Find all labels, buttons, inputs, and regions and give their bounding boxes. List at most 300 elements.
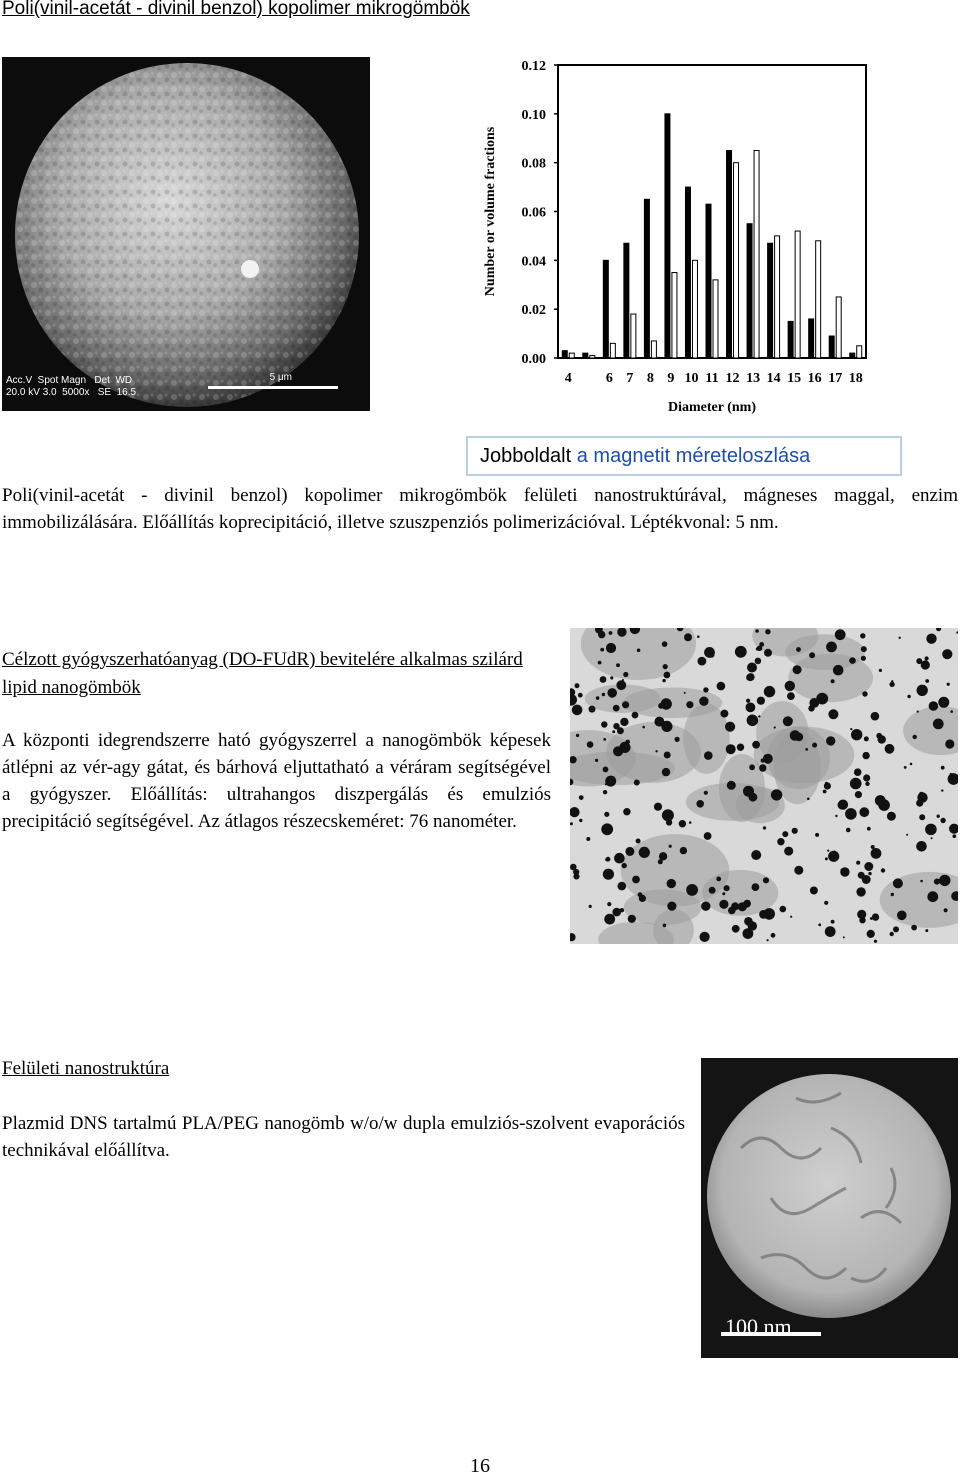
tem-nanoparticle-dot bbox=[906, 834, 908, 836]
tem-nanoparticle-dot bbox=[622, 863, 627, 868]
tem-nanoparticle-dot bbox=[874, 940, 877, 943]
tem-nanoparticle-dot bbox=[890, 932, 894, 936]
tem-nanoparticle-dot bbox=[790, 730, 801, 741]
tem-nanoparticle-dot bbox=[856, 887, 865, 896]
tem-nanoparticle-dot bbox=[606, 643, 616, 653]
tem-nanoparticle-dot bbox=[763, 908, 775, 920]
tem-nanoparticle-dot bbox=[623, 808, 630, 815]
page-number: 16 bbox=[470, 1455, 490, 1477]
tem-nanoparticle-dot bbox=[679, 820, 686, 827]
tem-nanoparticle-dot bbox=[662, 768, 670, 776]
section2-heading: Célzott gyógyszerhatóanyag (DO-FUdR) bevitelére alkalmas szilárd lipid nanogömbök bbox=[2, 649, 523, 698]
tem-graphic bbox=[570, 628, 958, 944]
tem-nanoparticle-dot bbox=[704, 791, 708, 795]
tem-nanoparticle-dot bbox=[793, 665, 802, 674]
chart-caption-box bbox=[466, 436, 902, 476]
section3-heading: Felületi nanostruktúra bbox=[2, 1058, 170, 1079]
tem-nanoparticle-dot bbox=[831, 679, 835, 683]
tem-nanoparticle-dot bbox=[758, 715, 760, 717]
tem-nanoparticle-dot bbox=[934, 879, 940, 885]
tem-nanoparticle-dot bbox=[849, 657, 856, 664]
tem-nanoparticle-dot bbox=[936, 628, 941, 631]
tem-nanoparticle-dot bbox=[925, 679, 929, 683]
x-tick-label: 17 bbox=[828, 371, 843, 386]
tem-nanoparticle-dot bbox=[887, 812, 896, 821]
x-tick-label: 12 bbox=[725, 371, 740, 386]
bar-volume-fraction bbox=[569, 353, 574, 358]
tem-nanoparticle-dot bbox=[917, 792, 927, 802]
bar-number-fraction bbox=[603, 260, 608, 358]
tem-nanoparticle-dot bbox=[790, 916, 792, 918]
tem-nanoparticle-dot bbox=[810, 887, 818, 895]
tem-nanoparticle-dot bbox=[634, 780, 640, 786]
tem-nanoparticle-dot bbox=[603, 869, 614, 880]
tem-nanoparticle-dot bbox=[684, 692, 686, 694]
tem-nanoparticle-dot bbox=[658, 703, 664, 709]
x-tick-label: 18 bbox=[848, 371, 863, 386]
tem-nanoparticle-dot bbox=[609, 631, 613, 635]
tem-nanoparticle-dot bbox=[663, 924, 667, 928]
tem-nanoparticle-dot bbox=[870, 917, 873, 920]
x-tick-label: 11 bbox=[705, 371, 719, 386]
tem-nanoparticle-dot bbox=[579, 795, 584, 800]
x-tick-label: 6 bbox=[605, 371, 613, 386]
tem-nanoparticle-dot bbox=[616, 663, 620, 667]
tem-nanoparticle-dot bbox=[867, 827, 871, 831]
bar-number-fraction bbox=[829, 336, 834, 358]
tem-nanoparticle-dot bbox=[868, 872, 871, 875]
size-distribution-chart bbox=[470, 50, 880, 420]
tem-nanoparticle-dot bbox=[835, 629, 846, 640]
nanosphere-graphic bbox=[701, 1058, 958, 1358]
tem-nanoparticle-dot bbox=[861, 646, 867, 652]
bar-number-fraction bbox=[768, 243, 773, 358]
bar-volume-fraction bbox=[836, 297, 841, 358]
caption-part2: a magnetit méreteloszlása bbox=[576, 445, 811, 467]
tem-nanoparticle-dot bbox=[625, 847, 634, 856]
tem-nanoparticle-dot bbox=[840, 867, 849, 876]
bar-number-fraction bbox=[644, 199, 649, 358]
tem-nanoparticle-dot bbox=[704, 751, 713, 760]
tem-nanoparticle-dot bbox=[703, 687, 708, 692]
tem-nanoparticle-dot bbox=[893, 878, 903, 888]
tem-nanoparticle-dot bbox=[622, 701, 629, 708]
tem-nanoparticle-dot bbox=[737, 744, 744, 751]
tem-nanoparticle-dot bbox=[637, 649, 641, 653]
tem-nanoparticle-dot bbox=[916, 841, 927, 852]
tem-nanoparticle-dot bbox=[833, 665, 844, 676]
tem-nanoparticle-dot bbox=[620, 908, 624, 912]
bar-number-fraction bbox=[583, 353, 588, 358]
tem-nanoparticle-dot bbox=[763, 826, 766, 829]
tem-nanoparticle-dot bbox=[573, 869, 579, 875]
tem-nanoparticle-dot bbox=[846, 828, 851, 833]
tem-nanoparticles-image bbox=[570, 628, 958, 944]
bar-number-fraction bbox=[747, 224, 752, 358]
bar-number-fraction bbox=[706, 204, 711, 358]
tem-nanoparticle-dot bbox=[950, 710, 953, 713]
tem-nanoparticle-dot bbox=[663, 664, 668, 669]
tem-nanoparticle-dot bbox=[789, 718, 793, 722]
tem-nanoparticle-dot bbox=[860, 633, 865, 638]
tem-nanoparticle-dot bbox=[851, 729, 862, 740]
x-tick-label: 7 bbox=[626, 371, 634, 386]
tem-nanoparticle-dot bbox=[763, 877, 769, 883]
bar-number-fraction bbox=[788, 321, 793, 358]
tem-nanoparticle-dot bbox=[941, 766, 945, 770]
tem-nanoparticle-dot bbox=[570, 694, 577, 705]
tem-aggregate-blob bbox=[581, 628, 696, 680]
tem-nanoparticle-dot bbox=[614, 853, 625, 864]
tem-nanoparticle-dot bbox=[607, 688, 617, 698]
bar-volume-fraction bbox=[692, 260, 697, 358]
bar-volume-fraction bbox=[590, 356, 595, 358]
tem-nanoparticle-dot bbox=[864, 862, 873, 871]
tem-nanoparticle-dot bbox=[700, 932, 710, 942]
tem-nanoparticle-dot bbox=[722, 892, 725, 895]
bar-volume-fraction bbox=[631, 314, 636, 358]
tem-nanoparticle-dot bbox=[931, 837, 933, 839]
tem-nanoparticle-dot bbox=[654, 803, 662, 811]
bar-volume-fraction bbox=[734, 163, 739, 358]
tem-nanoparticle-dot bbox=[752, 883, 760, 891]
section3-text: Plazmid DNS tartalmú PLA/PEG nanogömb w/o/w dupla emulziós-szolvent evaporációs technikával előállítva. bbox=[2, 1113, 685, 1161]
tem-nanoparticle-dot bbox=[767, 939, 769, 941]
y-tick-label: 0.12 bbox=[521, 59, 546, 74]
y-tick-label: 0.06 bbox=[521, 205, 546, 221]
tem-nanoparticle-dot bbox=[747, 715, 759, 727]
tem-nanoparticle-dot bbox=[725, 722, 735, 732]
bar-number-fraction bbox=[809, 319, 814, 358]
tem-nanoparticle-dot bbox=[720, 710, 728, 718]
tem-nanoparticle-dot bbox=[796, 647, 801, 652]
tem-nanoparticle-dot bbox=[689, 821, 692, 824]
tem-nanoparticle-dot bbox=[600, 648, 604, 652]
tem-nanoparticle-dot bbox=[763, 754, 773, 764]
tem-nanoparticle-dot bbox=[816, 693, 828, 705]
tem-nanoparticle-dot bbox=[937, 815, 940, 818]
tem-nanoparticle-dot bbox=[668, 822, 671, 825]
bar-number-fraction bbox=[850, 353, 855, 358]
tem-nanoparticle-dot bbox=[686, 884, 698, 896]
tem-nanoparticle-dot bbox=[625, 740, 630, 745]
tem-nanoparticle-dot bbox=[747, 900, 750, 903]
tem-nanoparticle-dot bbox=[825, 926, 836, 937]
tem-nanoparticle-dot bbox=[570, 822, 573, 825]
tem-nanoparticle-dot bbox=[717, 682, 726, 691]
tem-nanoparticle-dot bbox=[604, 914, 615, 925]
bar-volume-fraction bbox=[775, 236, 780, 358]
tem-nanoparticle-dot bbox=[595, 759, 598, 762]
tem-nanoparticle-dot bbox=[709, 887, 716, 894]
tem-nanoparticle-dot bbox=[947, 683, 950, 686]
tem-nanoparticle-dot bbox=[719, 900, 728, 909]
tem-nanoparticle-dot bbox=[623, 672, 628, 677]
tem-nanoparticle-dot bbox=[953, 834, 957, 838]
tem-nanoparticle-dot bbox=[726, 744, 736, 754]
tem-nanoparticle-dot bbox=[575, 683, 580, 688]
tem-nanoparticle-dot bbox=[831, 920, 835, 924]
tem-nanoparticle-dot bbox=[749, 793, 758, 802]
tem-nanoparticle-dot bbox=[925, 656, 929, 660]
tem-nanoparticle-dot bbox=[893, 926, 899, 932]
x-tick-label: 15 bbox=[787, 371, 802, 386]
tem-nanoparticle-dot bbox=[724, 885, 730, 891]
tem-nanoparticle-dot bbox=[747, 673, 755, 681]
tem-nanoparticle-dot bbox=[576, 734, 579, 737]
tem-nanoparticle-dot bbox=[604, 812, 609, 817]
tem-nanoparticle-dot bbox=[826, 736, 835, 745]
tem-nanoparticle-dot bbox=[662, 641, 668, 647]
tem-nanoparticle-dot bbox=[780, 906, 787, 913]
tem-nanoparticle-dot bbox=[686, 701, 693, 708]
tem-nanoparticle-dot bbox=[875, 795, 886, 806]
tem-nanoparticle-dot bbox=[805, 748, 808, 751]
tem-nanoparticle-dot bbox=[752, 741, 760, 749]
tem-nanoparticle-dot bbox=[746, 703, 756, 713]
tem-nanoparticle-dot bbox=[862, 691, 867, 696]
tem-nanoparticle-dot bbox=[659, 852, 667, 860]
tem-nanoparticle-dot bbox=[774, 726, 776, 728]
paragraph-1: Poli(vinil-acetát - divinil benzol) kopolimer mikrogömbök felületi nanostruktúrával, mágneses maggal, enzim immobilizálására. Előállítás koprecipitáció, illetve szuszpenziós polimerizációval. Léptékvonal: 5 nm. bbox=[2, 485, 958, 533]
x-tick-label: 13 bbox=[746, 371, 761, 386]
tem-nanoparticle-dot bbox=[732, 925, 740, 933]
tem-nanoparticle-dot bbox=[856, 861, 860, 865]
tem-nanoparticle-dot bbox=[618, 882, 627, 891]
tem-nanoparticle-dot bbox=[612, 730, 615, 733]
tem-nanoparticle-dot bbox=[910, 763, 913, 766]
tem-nanoparticle-dot bbox=[699, 697, 708, 706]
tem-nanoparticle-dot bbox=[889, 682, 894, 687]
bar-volume-fraction bbox=[816, 241, 821, 358]
tem-nanoparticle-dot bbox=[891, 893, 894, 896]
x-tick-label: 4 bbox=[564, 371, 572, 386]
x-tick-label: 16 bbox=[807, 371, 822, 386]
tem-nanoparticle-dot bbox=[749, 764, 755, 770]
tem-nanoparticle-dot bbox=[815, 833, 819, 837]
tem-nanoparticle-dot bbox=[872, 913, 879, 920]
page-title: Poli(vinil-acetát - divinil benzol) kopolimer mikrogömbök bbox=[2, 0, 470, 19]
tem-nanoparticle-dot bbox=[938, 697, 949, 708]
tem-nanoparticle-dot bbox=[662, 679, 665, 682]
tem-nanoparticle-dot bbox=[827, 850, 829, 852]
tem-nanoparticle-dot bbox=[854, 768, 862, 776]
tem-nanoparticle-dot bbox=[704, 832, 712, 840]
tem-nanoparticle-dot bbox=[920, 880, 923, 883]
tem-nanoparticle-dot bbox=[684, 633, 692, 641]
tem-nanoparticle-dot bbox=[765, 629, 770, 634]
sem-microsphere-image bbox=[2, 57, 370, 411]
tem-nanoparticle-dot bbox=[878, 735, 886, 743]
tem-nanoparticle-dot bbox=[792, 828, 798, 834]
tem-nanoparticle-dot bbox=[807, 798, 810, 801]
tem-nanoparticle-dot bbox=[940, 818, 945, 823]
tem-nanoparticle-dot bbox=[862, 875, 871, 884]
tem-nanoparticle-dot bbox=[746, 699, 750, 703]
tem-nanoparticle-dot bbox=[636, 839, 641, 844]
tem-nanoparticle-dot bbox=[756, 647, 759, 650]
tem-nanoparticle-dot bbox=[596, 696, 600, 700]
y-axis-label: Number or volume fractions bbox=[483, 126, 498, 297]
tem-nanoparticle-dot bbox=[589, 706, 596, 713]
tem-nanoparticle-dot bbox=[825, 857, 828, 860]
tem-nanoparticle-dot bbox=[675, 737, 680, 742]
tem-nanoparticle-dot bbox=[897, 911, 907, 921]
tem-nanoparticle-dot bbox=[606, 857, 611, 862]
tem-nanoparticle-dot bbox=[578, 693, 583, 698]
tem-nanoparticle-dot bbox=[904, 766, 907, 769]
bar-volume-fraction bbox=[672, 273, 677, 358]
tem-nanoparticle-dot bbox=[899, 637, 901, 639]
y-tick-label: 0.10 bbox=[521, 107, 546, 123]
bar-volume-fraction bbox=[651, 341, 656, 358]
tem-nanoparticle-dot bbox=[755, 629, 759, 633]
tem-nanoparticle-dot bbox=[570, 807, 580, 817]
tem-nanoparticle-dot bbox=[941, 789, 943, 791]
tem-nanoparticle-dot bbox=[656, 720, 662, 726]
tem-nanoparticle-dot bbox=[698, 657, 707, 666]
tem-nanoparticle-dot bbox=[731, 902, 739, 910]
tem-nanoparticle-dot bbox=[838, 801, 847, 810]
tem-nanoparticle-dot bbox=[862, 752, 869, 759]
tem-nanoparticle-dot bbox=[857, 910, 866, 919]
tem-nanoparticle-dot bbox=[764, 649, 772, 657]
tem-nanoparticle-dot bbox=[919, 814, 925, 820]
tem-nanoparticle-dot bbox=[945, 739, 954, 748]
sem-scale-label: 5 μm bbox=[269, 372, 292, 383]
tem-nanoparticle-dot bbox=[794, 866, 803, 875]
tem-nanoparticle-dot bbox=[809, 652, 815, 658]
tem-nanoparticle-dot bbox=[575, 877, 577, 879]
tem-nanoparticle-dot bbox=[639, 895, 646, 902]
tem-nanoparticle-dot bbox=[697, 635, 700, 638]
bar-number-fraction bbox=[685, 187, 690, 358]
tem-nanoparticle-dot bbox=[632, 876, 640, 884]
tem-nanoparticle-dot bbox=[632, 712, 639, 719]
tem-nanoparticle-dot bbox=[828, 851, 839, 862]
tem-nanoparticle-dot bbox=[828, 709, 838, 719]
tem-nanoparticle-dot bbox=[600, 676, 607, 683]
tem-nanoparticle-dot bbox=[823, 790, 827, 794]
tem-nanoparticle-dot bbox=[755, 658, 762, 665]
tem-nanoparticle-dot bbox=[669, 845, 672, 848]
tem-nanoparticle-dot bbox=[701, 902, 710, 911]
tem-nanoparticle-dot bbox=[867, 930, 875, 938]
bar-number-fraction bbox=[665, 114, 670, 358]
tem-nanoparticle-dot bbox=[850, 778, 862, 790]
tem-nanoparticle-dot bbox=[661, 721, 672, 732]
tem-nanoparticle-dot bbox=[865, 782, 869, 786]
tem-nanoparticle-dot bbox=[913, 735, 917, 739]
bar-volume-fraction bbox=[795, 231, 800, 358]
tem-nanoparticle-dot bbox=[929, 701, 939, 711]
tem-nanoparticle-dot bbox=[759, 764, 766, 771]
tem-nanoparticle-dot bbox=[921, 660, 930, 669]
tem-nanoparticle-dot bbox=[586, 837, 590, 841]
x-tick-label: 8 bbox=[646, 371, 654, 386]
tem-nanoparticle-dot bbox=[601, 823, 613, 835]
tem-nanoparticle-dot bbox=[680, 847, 687, 854]
tem-nanoparticle-dot bbox=[735, 646, 747, 658]
tem-nanoparticle-dot bbox=[667, 879, 676, 888]
x-tick-label: 14 bbox=[766, 371, 781, 386]
tem-nanoparticle-dot bbox=[708, 652, 714, 658]
tem-nanoparticle-dot bbox=[605, 776, 616, 787]
tem-nanoparticle-dot bbox=[667, 902, 676, 911]
tem-nanoparticle-dot bbox=[613, 705, 620, 712]
tem-nanoparticle-dot bbox=[749, 925, 754, 930]
y-tick-label: 0.08 bbox=[521, 156, 546, 172]
y-tick-label: 0.02 bbox=[521, 303, 546, 319]
tem-nanoparticle-dot bbox=[664, 752, 671, 759]
tem-aggregate-blob bbox=[788, 654, 873, 702]
tem-nanoparticle-dot bbox=[911, 925, 917, 931]
tem-nanoparticle-dot bbox=[771, 933, 776, 938]
tem-nanoparticle-dot bbox=[757, 697, 765, 705]
tem-nanoparticle-dot bbox=[616, 680, 626, 690]
bar-volume-fraction bbox=[754, 150, 759, 358]
tem-nanoparticle-dot bbox=[589, 905, 592, 908]
bar-number-fraction bbox=[562, 351, 567, 358]
tem-nanoparticle-dot bbox=[818, 923, 821, 926]
y-tick-label: 0.00 bbox=[521, 352, 546, 367]
tem-nanoparticle-dot bbox=[942, 649, 952, 659]
nano-scale-label: 100 nm bbox=[725, 1314, 792, 1339]
tem-nanoparticle-dot bbox=[950, 773, 952, 775]
tem-nanoparticle-dot bbox=[855, 791, 862, 798]
tem-nanoparticle-dot bbox=[812, 743, 817, 748]
tem-nanoparticle-dot bbox=[927, 891, 938, 902]
tem-nanoparticle-dot bbox=[785, 681, 795, 691]
tem-nanoparticle-dot bbox=[613, 723, 619, 729]
tem-nanoparticle-dot bbox=[787, 692, 795, 700]
bar-number-fraction bbox=[727, 150, 732, 358]
tem-nanoparticle-dot bbox=[716, 877, 721, 882]
tem-nanoparticle-dot bbox=[939, 875, 950, 886]
tem-nanoparticle-dot bbox=[655, 750, 657, 752]
tem-nanoparticle-dot bbox=[824, 901, 828, 905]
tem-nanoparticle-dot bbox=[784, 847, 793, 856]
tem-aggregate-blob bbox=[621, 834, 730, 906]
tem-nanoparticle-dot bbox=[738, 902, 747, 911]
tem-nanoparticle-dot bbox=[747, 663, 757, 673]
tem-nanoparticle-dot bbox=[628, 915, 636, 923]
sem-scale-bar bbox=[208, 386, 338, 389]
tem-nanoparticle-dot bbox=[917, 685, 928, 696]
chart-svg bbox=[470, 50, 880, 420]
microsphere-graphic bbox=[2, 57, 370, 411]
tem-nanoparticle-dot bbox=[620, 718, 628, 726]
tem-nanoparticle-dot bbox=[917, 711, 919, 713]
tem-nanoparticle-dot bbox=[845, 808, 857, 820]
tem-nanoparticle-dot bbox=[601, 721, 607, 727]
tem-nanoparticle-dot bbox=[607, 902, 611, 906]
tem-nanoparticle-dot bbox=[948, 773, 958, 785]
tem-nanoparticle-dot bbox=[949, 824, 958, 834]
tem-nanoparticle-dot bbox=[826, 642, 837, 653]
tem-nanoparticle-dot bbox=[579, 819, 582, 822]
tem-nanoparticle-dot bbox=[885, 744, 895, 754]
caption-part1: Jobboldalt bbox=[480, 445, 572, 467]
bar-volume-fraction bbox=[713, 280, 718, 358]
tem-nanoparticle-dot bbox=[572, 705, 583, 716]
tem-nanoparticle-dot bbox=[727, 781, 736, 790]
tem-nanoparticle-dot bbox=[751, 850, 761, 860]
section2-text: A központi idegrendszerre ható gyógyszerrel a nanogömbök képesek átlépni az vér-agy gátat, és bárhová eljuttatható a véráram segítségével a gyógyszer. Előállítás: ultrahangos diszpergálás és emulziós precipitáció segítségével. Az átlagos részecskeméret: 76 nanométer. bbox=[2, 730, 551, 832]
tem-nanoparticle-dot bbox=[925, 824, 937, 836]
tem-nanoparticle-dot bbox=[907, 695, 910, 698]
tem-nanoparticle-dot bbox=[764, 686, 775, 697]
